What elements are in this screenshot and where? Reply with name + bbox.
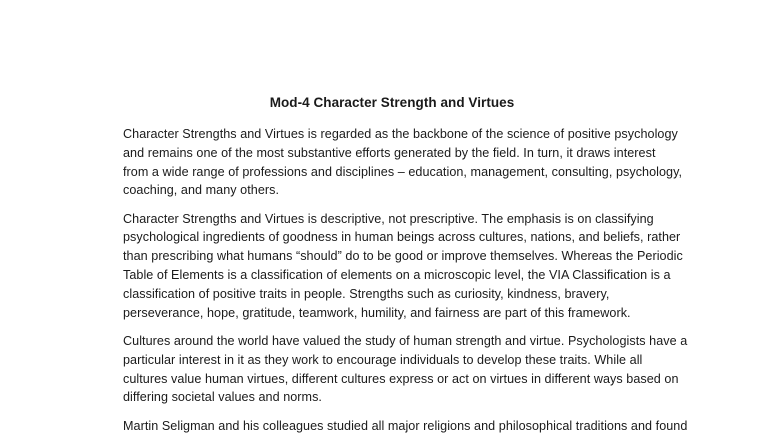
- paragraph-line: Table of Elements is a classification of elements on a microscopic level, the VIA Classification is a: [123, 268, 671, 283]
- paragraph: [123, 210, 698, 323]
- paragraph: [123, 417, 698, 436]
- paragraph: [123, 125, 698, 200]
- paragraph-line: differing societal values and norms.: [123, 390, 322, 405]
- paragraph-line: Martin Seligman and his colleagues studied all major religions and philosophical traditions and found: [123, 418, 688, 433]
- paragraph-line: classification of positive traits in people. Strengths such as curiosity, kindness, bravery,: [123, 286, 610, 301]
- paragraph-line: Cultures around the world have valued the study of human strength and virtue. Psychologists have a: [123, 333, 688, 348]
- paragraph-line: cultures value human virtues, different cultures express or act on virtues in different ways based on: [123, 371, 679, 386]
- paragraph-line: psychological ingredients of goodness in human beings across cultures, nations, and beliefs, rather: [123, 230, 681, 245]
- document-body: [123, 125, 698, 441]
- paragraph-line: Character Strengths and Virtues is descriptive, not prescriptive. The emphasis is on classifying: [123, 211, 654, 226]
- document-title: Mod-4 Character Strength and Virtues: [269, 95, 515, 110]
- paragraph-line: than prescribing what humans “should” do to be good or improve themselves. Whereas the Periodic: [123, 249, 683, 264]
- paragraph-line: Character Strengths and Virtues is regarded as the backbone of the science of positive psychology: [123, 127, 678, 141]
- paragraph-line: perseverance, hope, gratitude, teamwork, humility, and fairness are part of this framework.: [123, 305, 631, 320]
- paragraph-line: particular interest in it as they work to encourage individuals to develop these traits. While all: [123, 352, 643, 367]
- paragraph-line: coaching, and many others.: [123, 183, 280, 198]
- paragraph-line: from a wide range of professions and disciplines – education, management, consulting, psychology,: [123, 164, 683, 179]
- paragraph: [123, 332, 698, 407]
- paragraph-line: and remains one of the most substantive efforts generated by the field. In turn, it draws interest: [123, 145, 656, 160]
